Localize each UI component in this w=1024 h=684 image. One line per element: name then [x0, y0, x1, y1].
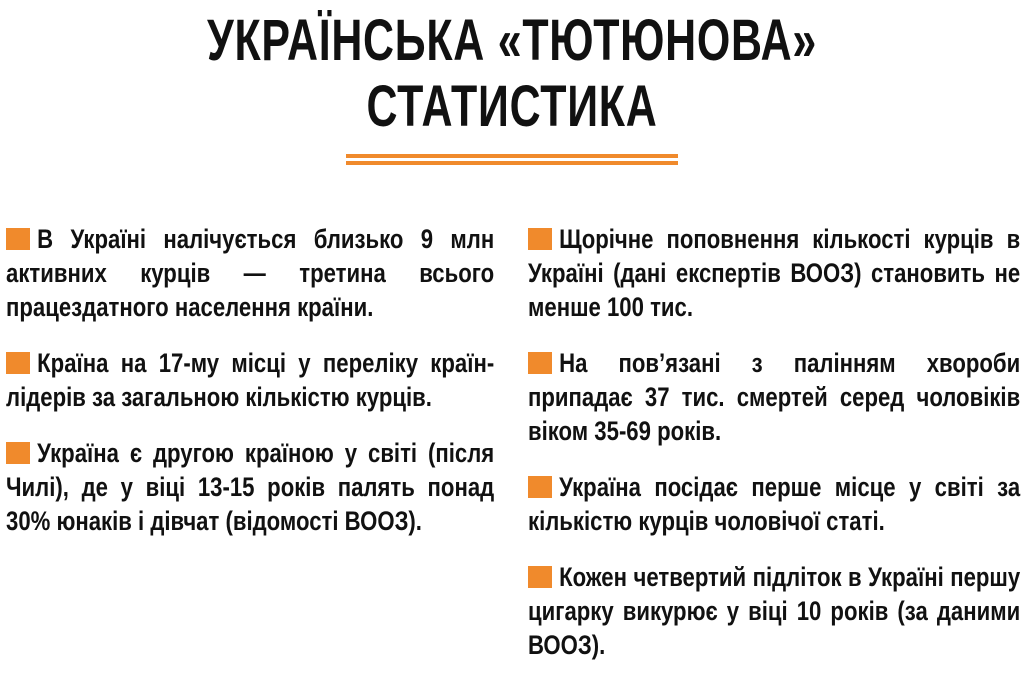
page-title [133, 8, 891, 140]
fact-text: Україна є другою країною у світі (після Чилі), де у віці 13-15 років палять понад 30% юнаків і дівчат (відомості ВООЗ). [6, 438, 495, 536]
title-underline-bottom [346, 161, 678, 165]
fact-text: На пов’язані з палінням хвороби припадає 37 тис. смертей серед чоловіків віком 35-69 років. [528, 348, 1021, 446]
left-column [6, 222, 494, 560]
fact-text: Щорічне поповнення кількості курців в Україні (дані експертів ВООЗ) становить не менше 100 тис. [528, 224, 1021, 322]
fact-text: В Україні налічується близько 9 млн активних курців — третина всього працездатного населення країни. [6, 224, 495, 322]
fact-text: Країна на 17-му місці у переліку країн-лідерів за загальною кількістю курців. [6, 348, 495, 412]
title-underline-top [346, 154, 678, 158]
fact-text: Україна посідає перше місце у світі за кількістю курців чоловічої статі. [528, 472, 1021, 536]
fact-item [6, 436, 494, 538]
fact-item [528, 470, 1020, 538]
fact-item [6, 222, 494, 324]
fact-item [528, 346, 1020, 448]
fact-item [528, 222, 1020, 324]
right-column [528, 222, 1020, 684]
fact-item [528, 560, 1020, 662]
fact-item [6, 346, 494, 414]
title-line-1: УКРАЇНСЬКА «ТЮТЮНОВА» [207, 8, 817, 73]
title-line-2: СТАТИСТИКА [366, 74, 658, 139]
fact-text: Кожен четвертий підліток в Україні першу цигарку викурює у віці 10 років (за даними ВООЗ). [528, 562, 1021, 660]
